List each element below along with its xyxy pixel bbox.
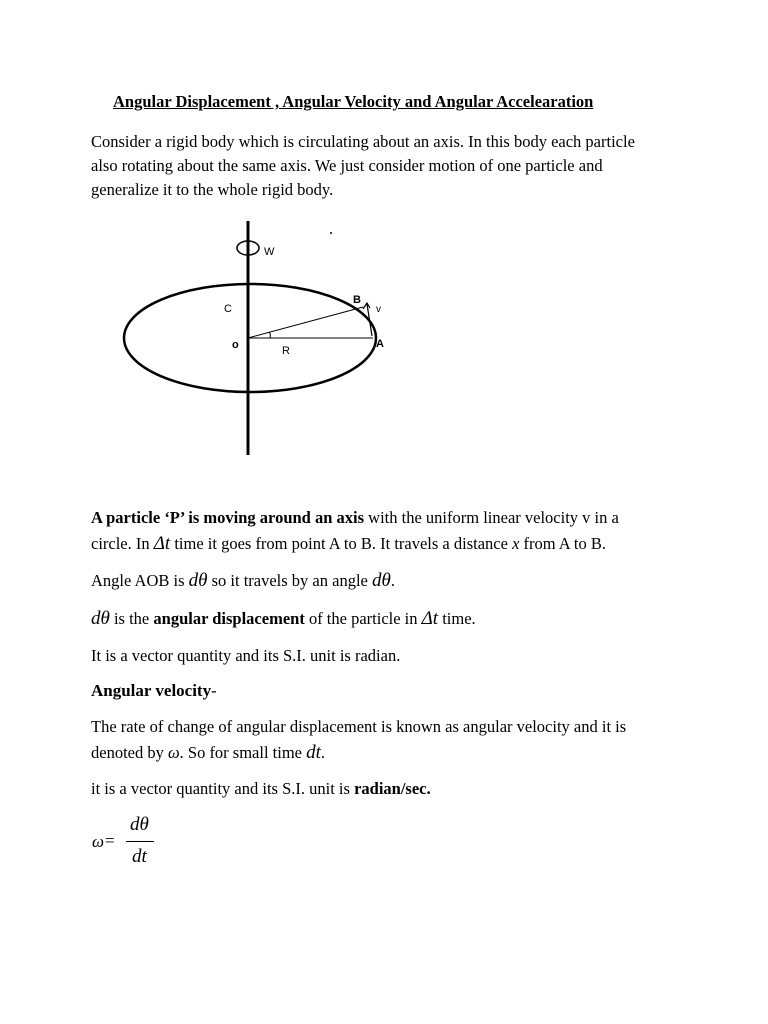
dtheta-symbol-3: dθ [91,608,110,629]
velocity-line-2 [91,742,325,765]
angle-aob-line [91,570,395,593]
angular-displacement-term: angular displacement [153,609,305,628]
particle-text-2b: time it goes from point A to B. It travels a distance [170,534,513,553]
definition-text-c: time. [438,609,476,628]
velocity-line-1: The rate of change of angular displacement is known as angular velocity and it is [91,717,627,736]
heading-text: Angular velocity [91,681,212,700]
label-a: A [376,338,384,350]
definition-text-a: is the [109,609,154,628]
dtheta-symbol-2: dθ [372,570,391,591]
unit-text: it is a vector quantity and its S.I. unit is [91,779,355,798]
formula-lhs: ω [92,832,105,851]
angle-text-b: so it travels by an angle [207,571,372,590]
particle-text-2c: from A to B. [519,534,607,553]
label-o: o [232,339,239,351]
particle-line-1 [91,508,619,528]
rotation-diagram [0,0,768,470]
intro-line-3: generalize it to the whole rigid body. [91,180,334,199]
formula-denominator: dt [132,846,147,867]
unit-bold: radian/sec. [354,779,431,798]
page-title: Angular Displacement , Angular Velocity and Angular Accelearation [113,92,594,111]
particle-text: with the uniform linear velocity v in a [364,508,619,527]
dot-mark [330,232,332,234]
omega-symbol: ω [167,743,180,762]
formula-eq: = [105,831,115,850]
velocity-arrow-head-icon [363,303,370,309]
dt-symbol: dt [306,742,321,763]
particle-bold-text: A particle ‘P’ is moving around an axis [91,508,365,527]
label-c: C [224,303,232,315]
particle-text-2a: circle. In [91,534,154,553]
angle-text-a: Angle AOB is [91,571,189,590]
definition-text-b: of the particle in [304,609,422,628]
angular-velocity-heading [91,681,217,701]
velocity-text-c: . [320,743,326,762]
displacement-definition [91,608,476,631]
heading-dash: - [211,681,217,700]
angle-text-c: . [390,571,395,590]
particle-line-2 [91,533,606,556]
velocity-text-b: . So for small time [179,743,307,762]
vector-quantity-radian: It is a vector quantity and its S.I. unit is radian. [91,646,401,665]
intro-line-2: also rotating about the same axis. We just consider motion of one particle and [91,156,603,175]
label-b: B [353,294,361,306]
radius-line-ob [248,307,363,338]
dtheta-symbol: dθ [188,570,208,591]
label-r: R [282,345,290,357]
intro-line-1: Consider a rigid body which is circulating about an axis. In this body each particle [91,132,635,151]
label-v: v [376,304,381,315]
velocity-text-a: denoted by [91,743,168,762]
formula-numerator: dθ [130,814,149,835]
delta-t-symbol-2: Δt [421,608,439,629]
fraction-bar [126,841,154,842]
delta-t-symbol: Δt [153,533,171,554]
angle-arc [269,332,270,338]
vector-quantity-radian-sec [91,779,431,799]
x-symbol: x [512,534,520,553]
label-w: W [264,246,275,258]
